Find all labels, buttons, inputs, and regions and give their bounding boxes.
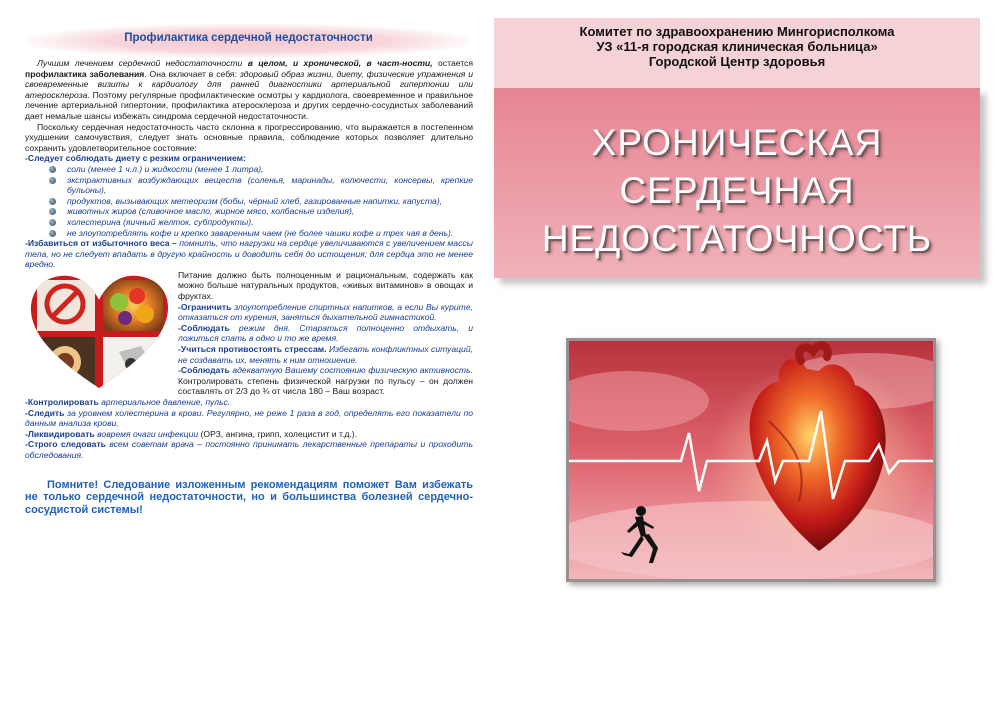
diet-item: холестерина (яичный желток, субпродукты), bbox=[67, 217, 473, 228]
bp-item: -Контролировать артериальное давление, пульс. bbox=[25, 397, 231, 407]
org-line-3: Городской Центр здоровья bbox=[648, 54, 826, 69]
right-page bbox=[494, 18, 980, 698]
alcohol-item: -Ограничить злоупотребление спиртных напитков, а если Вы курите, отказаться от курения, заняться дыхательной гимнастикой. bbox=[178, 301, 473, 323]
intro-run: остается bbox=[432, 58, 474, 68]
weight-heading: -Избавиться от избыточного веса – bbox=[25, 238, 177, 249]
healthy-lifestyle-heart-image bbox=[27, 272, 172, 390]
diet-list bbox=[25, 164, 473, 238]
left-title: Профилактика сердечной недостаточности bbox=[124, 32, 373, 44]
stress-item: -Учиться противостоять стрессам. Избегать конфликтных ситуаций, не создавать их, менять к ним отношение. bbox=[178, 344, 473, 365]
intro-run: . Она включает в себя: bbox=[144, 68, 240, 79]
org-line-2: УЗ «11-я городская клиническая больница» bbox=[596, 39, 878, 54]
regime-item: -Соблюдать режим дня. Стараться полноценно отдыхать, и ложиться спать в одно и то же время. bbox=[178, 322, 473, 344]
org-line-1: Комитет по здравоохранению Мингорисполкома bbox=[579, 24, 895, 39]
left-page bbox=[22, 18, 475, 698]
intro-run: Лучшим лечением сердечной недостаточности bbox=[37, 58, 248, 68]
intro-run: профилактика заболевания bbox=[25, 68, 145, 79]
diet-item: животных жиров (сливочное масло, жирное мясо, колбасные изделия), bbox=[67, 206, 473, 217]
weight-text-continued: Питание должно быть полноценным и рациональным, содержать как можно больше натуральных продуктов, «живых витаминов» в овощах и фруктах. bbox=[178, 269, 473, 302]
weight-block bbox=[25, 238, 473, 270]
infection-item: -Ликвидировать вовремя очаги инфекции (ОРЗ, ангина, грипп, холецистит и т.д.). bbox=[25, 428, 358, 439]
title-box bbox=[494, 88, 980, 278]
body-text bbox=[25, 58, 473, 516]
diet-item: соли (менее 1 ч.л.) и жидкости (менее 1 литра), bbox=[67, 164, 473, 175]
intro-run: в целом, и хронической, в част-ности, bbox=[247, 58, 433, 68]
doctor-item: -Строго следовать всем советам врача – постоянно принимать лекарственные препараты и проходить обследования. bbox=[25, 439, 473, 460]
weight-text: помнить, что нагрузки на сердце увеличиваются с увеличением массы тела, но не следует впадать в другую крайность и доводить себя до истощения; для сердца это не менее вредно. bbox=[25, 238, 473, 270]
intro-run: . Поэтому регулярные профилактические осмотры у кардиолога, своевременное и правильное лечение артериальной гипертонии, профилактика атеросклероза и других сердечно-сосудистых заболеваний дает немалые шансы избежать синдрома сердечной недостаточности. bbox=[25, 89, 473, 121]
intro-paragraph bbox=[25, 58, 473, 122]
final-reminder: Помните! Следование изложенным рекомендациям поможет Вам избежать не только сердечной недостаточности, но и большинства болезней сердечно-сосудистой системы! bbox=[25, 478, 473, 516]
organization-header bbox=[494, 24, 980, 69]
title-line-2: СЕРДЕЧНАЯ bbox=[619, 170, 855, 211]
heart-runner-photo bbox=[566, 338, 936, 582]
intro-run: здоровый образ жизни, диету, физические упражнения и своевременные визиты к кардиологу для ранней диагностики артериальной гипертонии или атеросклероза bbox=[25, 68, 473, 100]
diet-item: экстрактивных возбуждающих веществ (соленья, маринады, колючести, консервы, крепкие бульоны), bbox=[67, 174, 473, 196]
activity-item: -Соблюдать адекватную Вашему состоянию физическую активность. Контролировать степень физической нагрузки по пульсу – он должен составлять от 2/3 до ¾ от числа 180 – Ваш возраст. bbox=[178, 365, 473, 397]
diet-heading: -Следует соблюдать диету с резким ограничением: bbox=[25, 153, 246, 164]
progression-paragraph: Поскольку сердечная недостаточность часто склонна к прогрессированию, что выражается в постепенном ухудшении самочувствия, следует знать основные правила, соблюдение которых позволяет длительно сохранить удовлетворительное состояние: bbox=[25, 121, 473, 153]
cholesterol-item: -Следить за уровнем холестерина в крови. Регулярно, не реже 1 раза в год, определять его показатели по данным анализа крови. bbox=[25, 407, 473, 429]
title-line-3: НЕДОСТАТОЧНОСТЬ bbox=[541, 218, 933, 259]
title-line-1: ХРОНИЧЕСКАЯ bbox=[591, 122, 883, 163]
diet-item: не злоупотреблять кофе и крепко заваренным чаем (не более чашки кофе и трех чая в день). bbox=[67, 228, 473, 239]
diet-item: продуктов, вызывающих метеоризм (бобы, чёрный хлеб, газированные напитки, капуста), bbox=[67, 196, 473, 207]
